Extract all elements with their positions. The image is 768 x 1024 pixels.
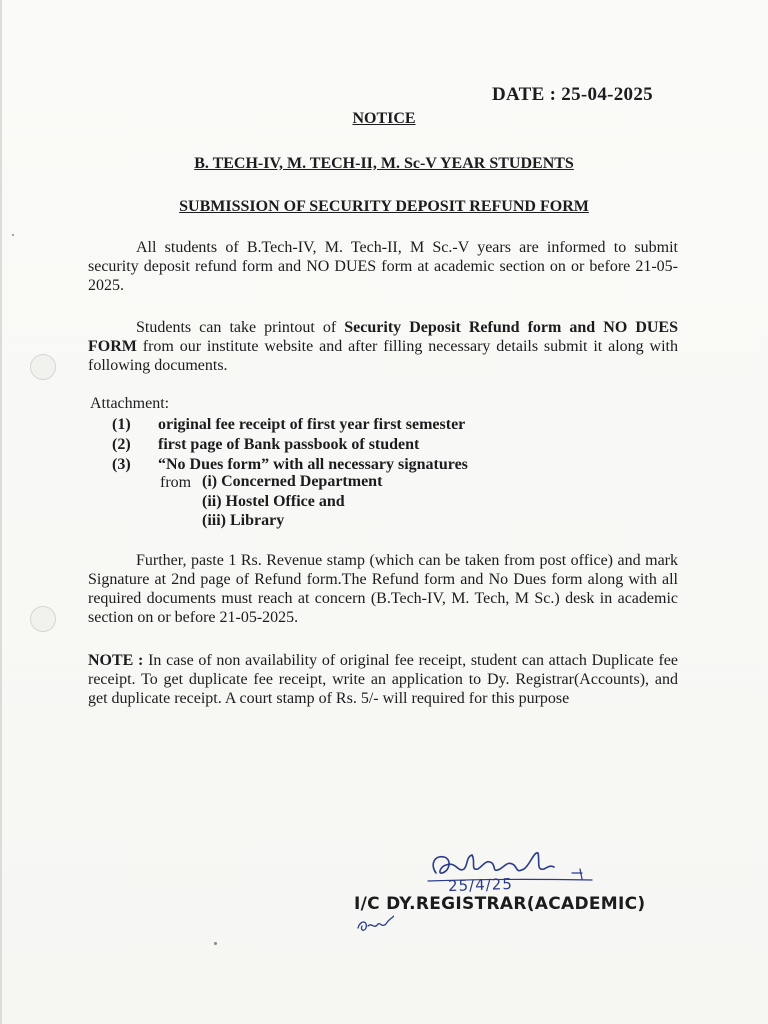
notice-title: NOTICE — [352, 110, 416, 127]
punch-hole — [30, 606, 56, 632]
note-text: In case of non availability of original fee receipt, student can attach Duplicate fee receipt. To get duplicate fee receipt, write an application to Dy. Registrar(Accounts), and get duplicate receipt. A court stamp of Rs. 5/- will required for this purpose — [88, 652, 679, 707]
attachment-number: (1) — [112, 416, 131, 433]
students-heading: B. TECH-IV, M. TECH-II, M. Sc-V YEAR STUDENTS — [194, 155, 574, 172]
paragraph-stamp-text: Further, paste 1 Rs. Revenue stamp (which can be taken from post office) and mark Signature at 2nd page of Refund form.The Refund form and No Dues form along with all required documents must reach at concern (B.Tech-IV, M. Tech, M Sc.) desk in academic section on or before 21-05-2025. — [88, 552, 678, 626]
paragraph-printout-tail: from our institute website and after filling necessary details submit it along with following documents. — [88, 338, 678, 374]
from-label — [160, 473, 191, 493]
attachment-text: first page of Bank passbook of student — [158, 436, 420, 453]
attachment-label: Attachment: — [90, 395, 170, 412]
scan-speck — [12, 234, 14, 236]
paragraph-stamp — [88, 551, 678, 627]
paragraph-note — [88, 651, 678, 708]
paragraph-printout-bold: Security Deposit Refund form and NO DUES FORM — [88, 319, 678, 355]
signatory-designation: I/C DY.REGISTRAR(ACADEMIC) — [354, 894, 646, 914]
from-item-department: (i) Concerned Department — [202, 473, 383, 490]
attachment-number: (2) — [112, 436, 131, 453]
list-item — [112, 435, 468, 455]
list-item — [112, 415, 468, 435]
note-label: NOTE : — [88, 652, 144, 669]
attachment-number: (3) — [112, 456, 131, 473]
paragraph-printout — [88, 318, 678, 375]
paragraph-intro-text: All students of B.Tech-IV, M. Tech-II, M Sc.-V years are informed to submit security deposit refund form and NO DUES form at academic section on or before 21-05-2025. — [88, 239, 678, 294]
attachment-text: original fee receipt of first year first semester — [158, 416, 466, 433]
signature-date: 25/4/25 — [447, 874, 514, 896]
scan-speck — [214, 942, 217, 945]
subject-heading: SUBMISSION OF SECURITY DEPOSIT REFUND FORM — [179, 198, 589, 215]
paragraph-intro — [88, 238, 678, 295]
attachment-text: “No Dues form” with all necessary signatures — [158, 456, 468, 473]
attachment-list — [112, 415, 468, 475]
notice-date: DATE : 25-04-2025 — [492, 84, 653, 105]
list-item — [112, 455, 468, 475]
from-item-hostel: (ii) Hostel Office and — [202, 493, 345, 510]
initials-mark — [354, 910, 394, 938]
from-word: from — [160, 474, 192, 491]
punch-hole — [30, 354, 56, 380]
paragraph-printout-lead: Students can take printout of — [136, 319, 345, 336]
from-item-library: (iii) Library — [202, 512, 285, 529]
